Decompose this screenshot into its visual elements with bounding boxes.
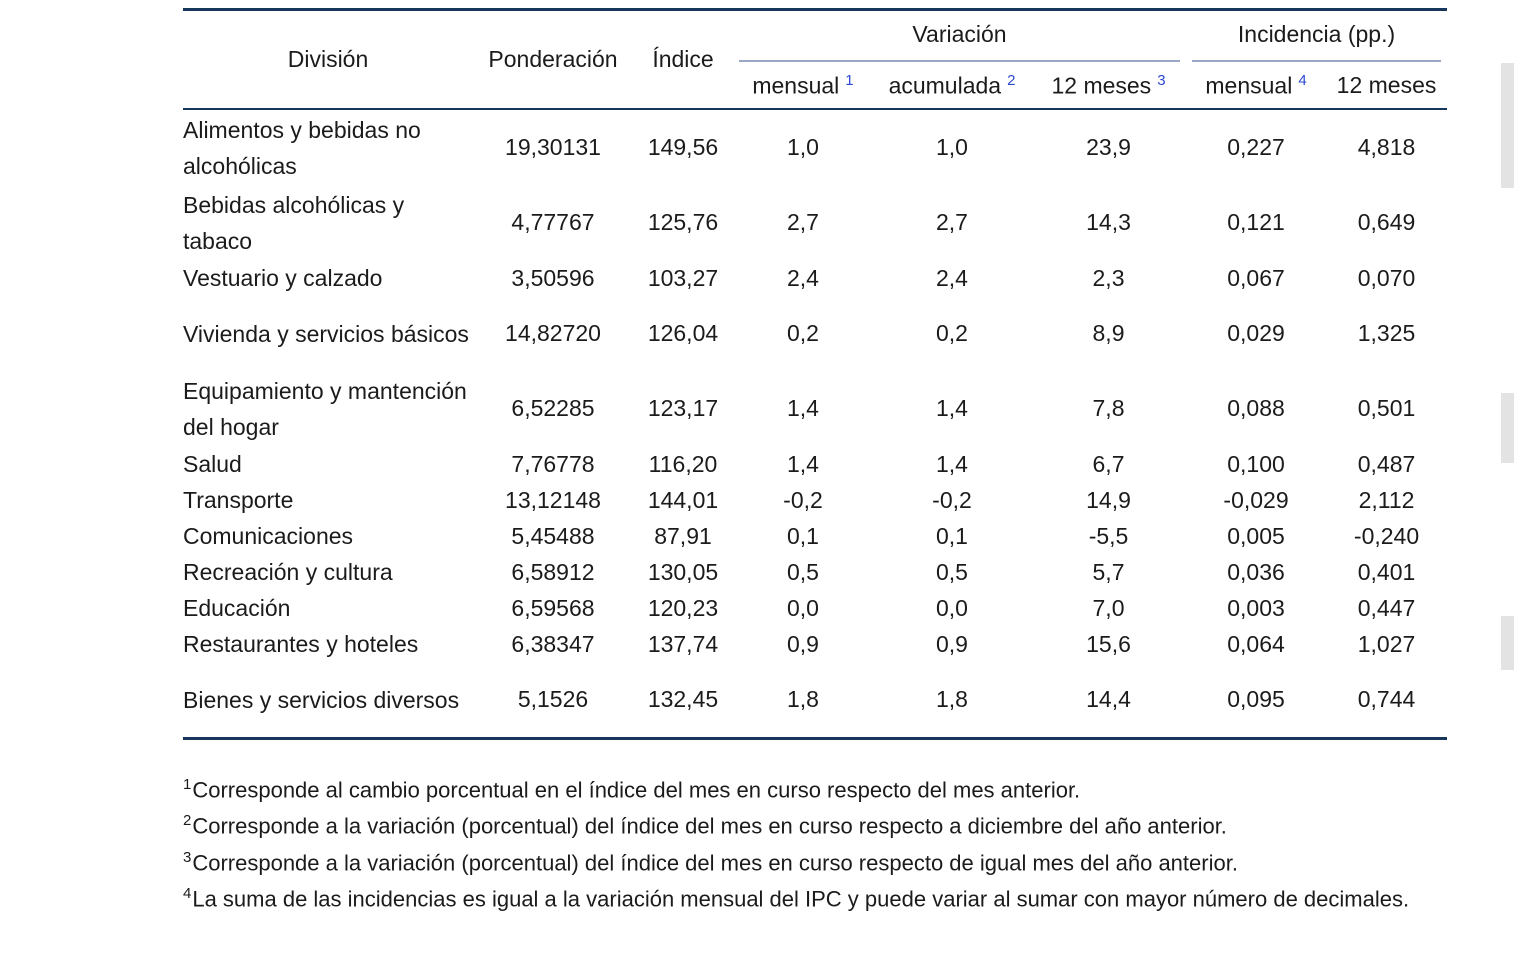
value-cell: -0,240: [1353, 522, 1420, 549]
division-cell: Educación: [183, 595, 291, 621]
division-cell: Vivienda y servicios básicos: [183, 320, 469, 347]
value-cell: 0,1: [787, 522, 819, 549]
value-cell: 1,8: [936, 686, 968, 712]
col-header-variacion-mensual: [733, 61, 873, 110]
division-cell: Alimentos y bebidas no alcohólicas: [183, 116, 421, 179]
value-cell: 7,76778: [511, 450, 595, 477]
value-cell: 0,9: [936, 630, 968, 657]
col-header-variacion-acumulada: [873, 61, 1031, 110]
value-cell: 0,744: [1357, 686, 1416, 712]
table-row: [183, 260, 1447, 296]
value-cell: 6,59568: [511, 594, 595, 621]
value-cell: 4,77767: [511, 209, 595, 235]
col-header-label: 12 meses: [1051, 72, 1152, 99]
value-cell: 5,45488: [511, 522, 595, 549]
value-cell: 6,52285: [511, 395, 595, 421]
table-row: [183, 554, 1447, 590]
value-cell: 0,501: [1357, 395, 1416, 421]
value-cell: 0,003: [1227, 594, 1285, 621]
footnote-text: Corresponde al cambio porcentual en el índice del mes en curso respecto del mes anterior.: [192, 777, 1081, 803]
table-row: [183, 446, 1447, 482]
ipc-table: [183, 8, 1447, 737]
value-cell: 2,7: [936, 209, 968, 235]
value-cell: 132,45: [647, 686, 719, 712]
value-cell: 0,447: [1357, 594, 1416, 621]
value-cell: 5,1526: [517, 686, 589, 712]
value-cell: 5,7: [1092, 558, 1125, 585]
value-cell: 2,3: [1092, 264, 1125, 291]
table-row: [183, 626, 1447, 662]
value-cell: 4,818: [1357, 134, 1416, 160]
value-cell: 87,91: [654, 522, 712, 549]
group-header-variacion: Variación: [912, 21, 1007, 47]
value-cell: 19,30131: [505, 134, 601, 160]
value-cell: 125,76: [647, 209, 719, 235]
value-cell: 0,5: [936, 558, 968, 585]
value-cell: 0,2: [936, 320, 968, 346]
col-header-variacion-12-meses: [1031, 61, 1186, 110]
value-cell: 2,112: [1358, 486, 1415, 513]
table-row: [183, 110, 1447, 185]
value-cell: 0,0: [787, 594, 819, 621]
value-cell: 2,4: [787, 264, 819, 291]
value-cell: 1,0: [787, 134, 819, 160]
col-header-indice: Índice: [652, 45, 714, 72]
value-cell: -0,2: [932, 486, 972, 513]
value-cell: 14,82720: [505, 320, 601, 346]
value-cell: 0,2: [787, 320, 819, 346]
value-cell: 15,6: [1086, 630, 1131, 657]
scrollbar-thumb-segment[interactable]: [1501, 63, 1514, 188]
footnote-line-3: [183, 842, 1409, 878]
value-cell: 7,8: [1092, 395, 1125, 421]
value-cell: 123,17: [647, 395, 719, 421]
scrollbar-thumb-segment[interactable]: [1501, 393, 1514, 463]
division-cell: Bebidas alcohólicas y tabaco: [183, 191, 405, 254]
value-cell: 0,005: [1227, 522, 1285, 549]
value-cell: 1,027: [1357, 630, 1416, 657]
group-header-incidencia: Incidencia (pp.): [1237, 21, 1396, 47]
value-cell: 1,4: [936, 395, 968, 421]
value-cell: 0,064: [1227, 630, 1285, 657]
footnote-link-1[interactable]: 1: [845, 71, 854, 89]
col-header-label: acumulada: [888, 72, 1002, 99]
col-header-label: 12 meses: [1336, 72, 1437, 98]
footnote-link-3[interactable]: 3: [1157, 71, 1166, 89]
value-cell: 116,20: [648, 450, 718, 477]
value-cell: 1,4: [936, 450, 968, 477]
value-cell: 120,23: [647, 594, 719, 621]
value-cell: 0,649: [1357, 209, 1416, 235]
value-cell: 6,7: [1092, 450, 1125, 477]
value-cell: 6,38347: [511, 630, 595, 657]
footnote-number: 4: [183, 884, 192, 902]
value-cell: 126,04: [647, 320, 719, 346]
value-cell: -5,5: [1088, 522, 1129, 549]
value-cell: 149,56: [647, 134, 719, 160]
value-cell: 13,12148: [505, 486, 601, 513]
table-header: [183, 8, 1447, 110]
footnote-text: Corresponde a la variación (porcentual) del índice del mes en curso respecto a diciembre del año anterior.: [192, 813, 1227, 839]
division-cell: Transporte: [183, 487, 294, 513]
value-cell: 0,487: [1357, 450, 1416, 477]
footnote-line-2: [183, 805, 1409, 841]
value-cell: 1,0: [936, 134, 968, 160]
footnote-link-4[interactable]: 4: [1298, 71, 1307, 89]
value-cell: 2,4: [936, 264, 968, 291]
col-header-incidencia-12-meses: [1326, 61, 1447, 110]
value-cell: 0,227: [1227, 134, 1285, 160]
value-cell: 0,036: [1227, 558, 1285, 585]
value-cell: 0,5: [787, 558, 819, 585]
value-cell: 0,9: [787, 630, 819, 657]
value-cell: 14,9: [1086, 486, 1131, 513]
value-cell: 0,1: [936, 522, 968, 549]
table-body: [183, 110, 1447, 737]
table-row: [183, 662, 1447, 737]
value-cell: 0,070: [1357, 264, 1416, 291]
division-cell: Recreación y cultura: [183, 559, 393, 585]
value-cell: -0,2: [783, 486, 823, 513]
col-header-label: mensual: [752, 72, 840, 99]
value-cell: 0,401: [1357, 558, 1416, 585]
value-cell: 0,067: [1227, 264, 1285, 291]
col-header-ponderacion: Ponderación: [488, 45, 618, 72]
footnote-link-2[interactable]: 2: [1007, 71, 1016, 89]
value-cell: 8,9: [1092, 320, 1125, 346]
value-cell: 2,7: [787, 209, 819, 235]
value-cell: -0,029: [1223, 486, 1289, 513]
footnote-number: 1: [183, 776, 192, 793]
value-cell: 1,4: [787, 450, 819, 477]
table-bottom-rule: [183, 737, 1447, 740]
value-cell: 14,3: [1086, 209, 1131, 235]
table-row: [183, 518, 1447, 554]
division-cell: Equipamiento y mantención del hogar: [183, 377, 467, 440]
value-cell: 137,74: [647, 630, 719, 657]
value-cell: 144,01: [647, 486, 719, 513]
value-cell: 130,05: [647, 558, 719, 585]
value-cell: 0,121: [1227, 209, 1285, 235]
table-row: [183, 296, 1447, 371]
table-row: [183, 590, 1447, 626]
footnote-text: Corresponde a la variación (porcentual) del índice del mes en curso respecto de igual mes del año anterior.: [192, 849, 1238, 875]
value-cell: 0,029: [1227, 320, 1285, 346]
table-row: [183, 371, 1447, 446]
value-cell: 0,088: [1227, 395, 1285, 421]
footnote-number: 3: [183, 848, 192, 866]
division-cell: Salud: [183, 451, 242, 477]
division-cell: Bienes y servicios diversos: [183, 686, 460, 713]
col-header-label: mensual: [1205, 72, 1293, 99]
value-cell: 1,4: [787, 395, 819, 421]
value-cell: 0,095: [1227, 686, 1285, 712]
col-header-division: División: [287, 45, 369, 72]
footnote-line-4: [183, 878, 1409, 914]
col-header-incidencia-mensual: [1186, 61, 1326, 110]
table-row: [183, 185, 1447, 260]
value-cell: 1,8: [787, 686, 819, 712]
division-cell: Restaurantes y hoteles: [183, 631, 419, 657]
value-cell: 6,58912: [511, 558, 595, 585]
division-cell: Vestuario y calzado: [183, 265, 383, 291]
value-cell: 103,27: [647, 264, 719, 291]
value-cell: 3,50596: [511, 264, 595, 291]
value-cell: 0,0: [936, 594, 968, 621]
footnotes: [183, 769, 1409, 914]
scrollbar-thumb-segment[interactable]: [1501, 616, 1514, 670]
value-cell: 0,100: [1227, 450, 1285, 477]
value-cell: 7,0: [1092, 594, 1125, 621]
footnote-line-1: [183, 769, 1409, 805]
value-cell: 23,9: [1086, 134, 1131, 160]
footnote-number: 2: [183, 812, 192, 830]
value-cell: 14,4: [1086, 686, 1131, 712]
footnote-text: La suma de las incidencias es igual a la variación mensual del IPC y puede variar al sumar con mayor número de decimales.: [192, 886, 1410, 912]
division-cell: Comunicaciones: [183, 523, 354, 549]
table-row: [183, 482, 1447, 518]
value-cell: 1,325: [1357, 320, 1416, 346]
group-header-row: [183, 8, 1447, 61]
